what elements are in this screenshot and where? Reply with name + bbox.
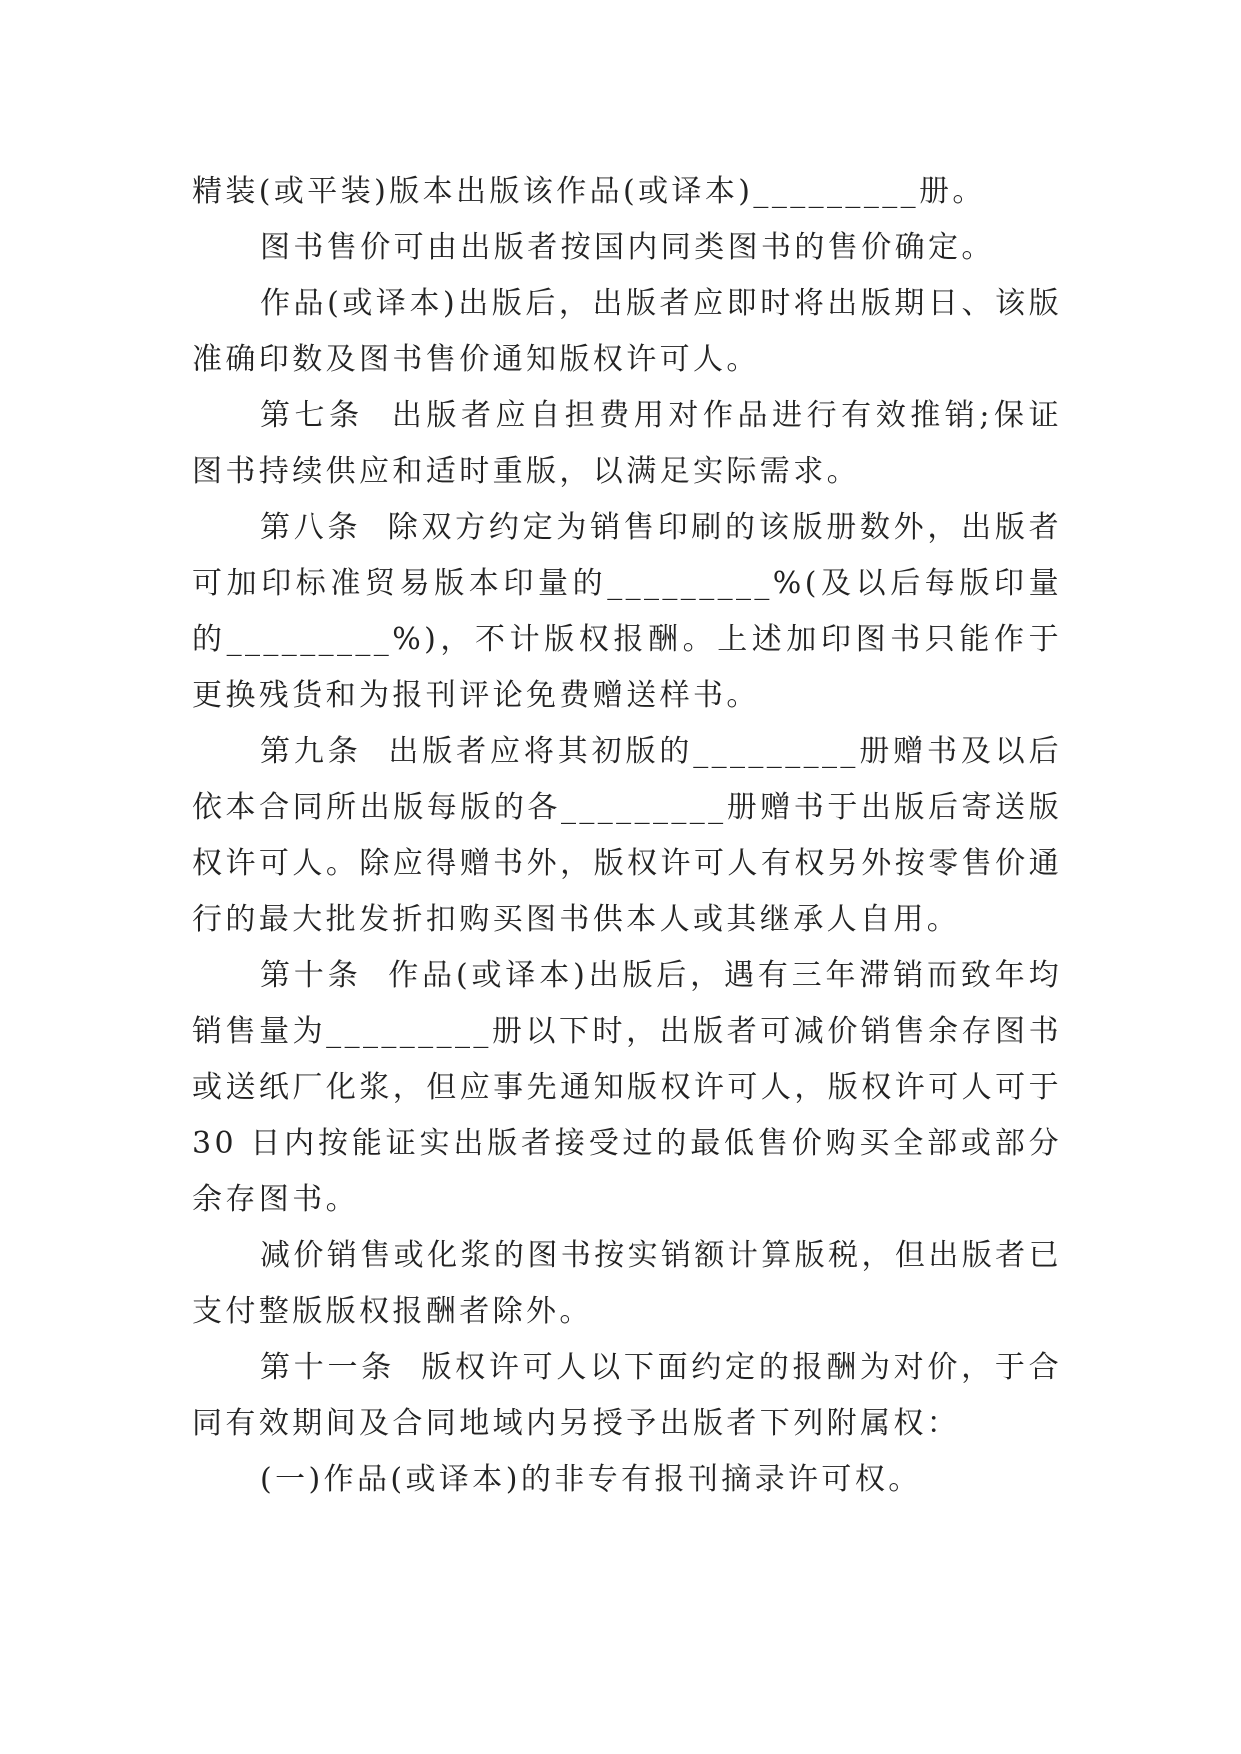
paragraph-article-7: 第七条 出版者应自担费用对作品进行有效推销;保证图书持续供应和适时重版，以满足实际需求。 xyxy=(192,398,1062,489)
paragraph-article-8: 第八条 除双方约定为销售印刷的该版册数外，出版者可加印标准贸易版本印量的_________%(及以后每版印量的_________%)，不计版权报酬。上述加印图书只能作于更换残货和为报刊评论免费赠送样书。 xyxy=(192,510,1062,713)
paragraph-article-9: 第九条 出版者应将其初版的_________册赠书及以后依本合同所出版每版的各_________册赠书于出版后寄送版权许可人。除应得赠书外，版权许可人有权另外按零售价通行的最大批发折扣购买图书供本人或其继承人自用。 xyxy=(192,734,1062,937)
paragraph-1: 精装(或平装)版本出版该作品(或译本)_________册。 xyxy=(192,174,986,209)
paragraph-article-11: 第十一条 版权许可人以下面约定的报酬为对价，于合同有效期间及合同地域内另授予出版者下列附属权： xyxy=(192,1350,1062,1441)
paragraph-article-10: 第十条 作品(或译本)出版后，遇有三年滞销而致年均销售量为_________册以下时，出版者可减价销售余存图书或送纸厂化浆，但应事先通知版权许可人，版权许可人可于30 日内按能证实出版者接受过的最低售价购买全部或部分余存图书。 xyxy=(192,958,1062,1217)
document-body xyxy=(192,164,1062,1508)
paragraph-item-1: (一)作品(或译本)的非专有报刊摘录许可权。 xyxy=(260,1462,922,1497)
paragraph-reduced-price: 减价销售或化浆的图书按实销额计算版税，但出版者已支付整版版权报酬者除外。 xyxy=(192,1238,1062,1329)
paragraph-3: 作品(或译本)出版后，出版者应即时将出版期日、该版准确印数及图书售价通知版权许可人。 xyxy=(192,286,1062,377)
paragraph-2: 图书售价可由出版者按国内同类图书的售价确定。 xyxy=(260,230,995,265)
